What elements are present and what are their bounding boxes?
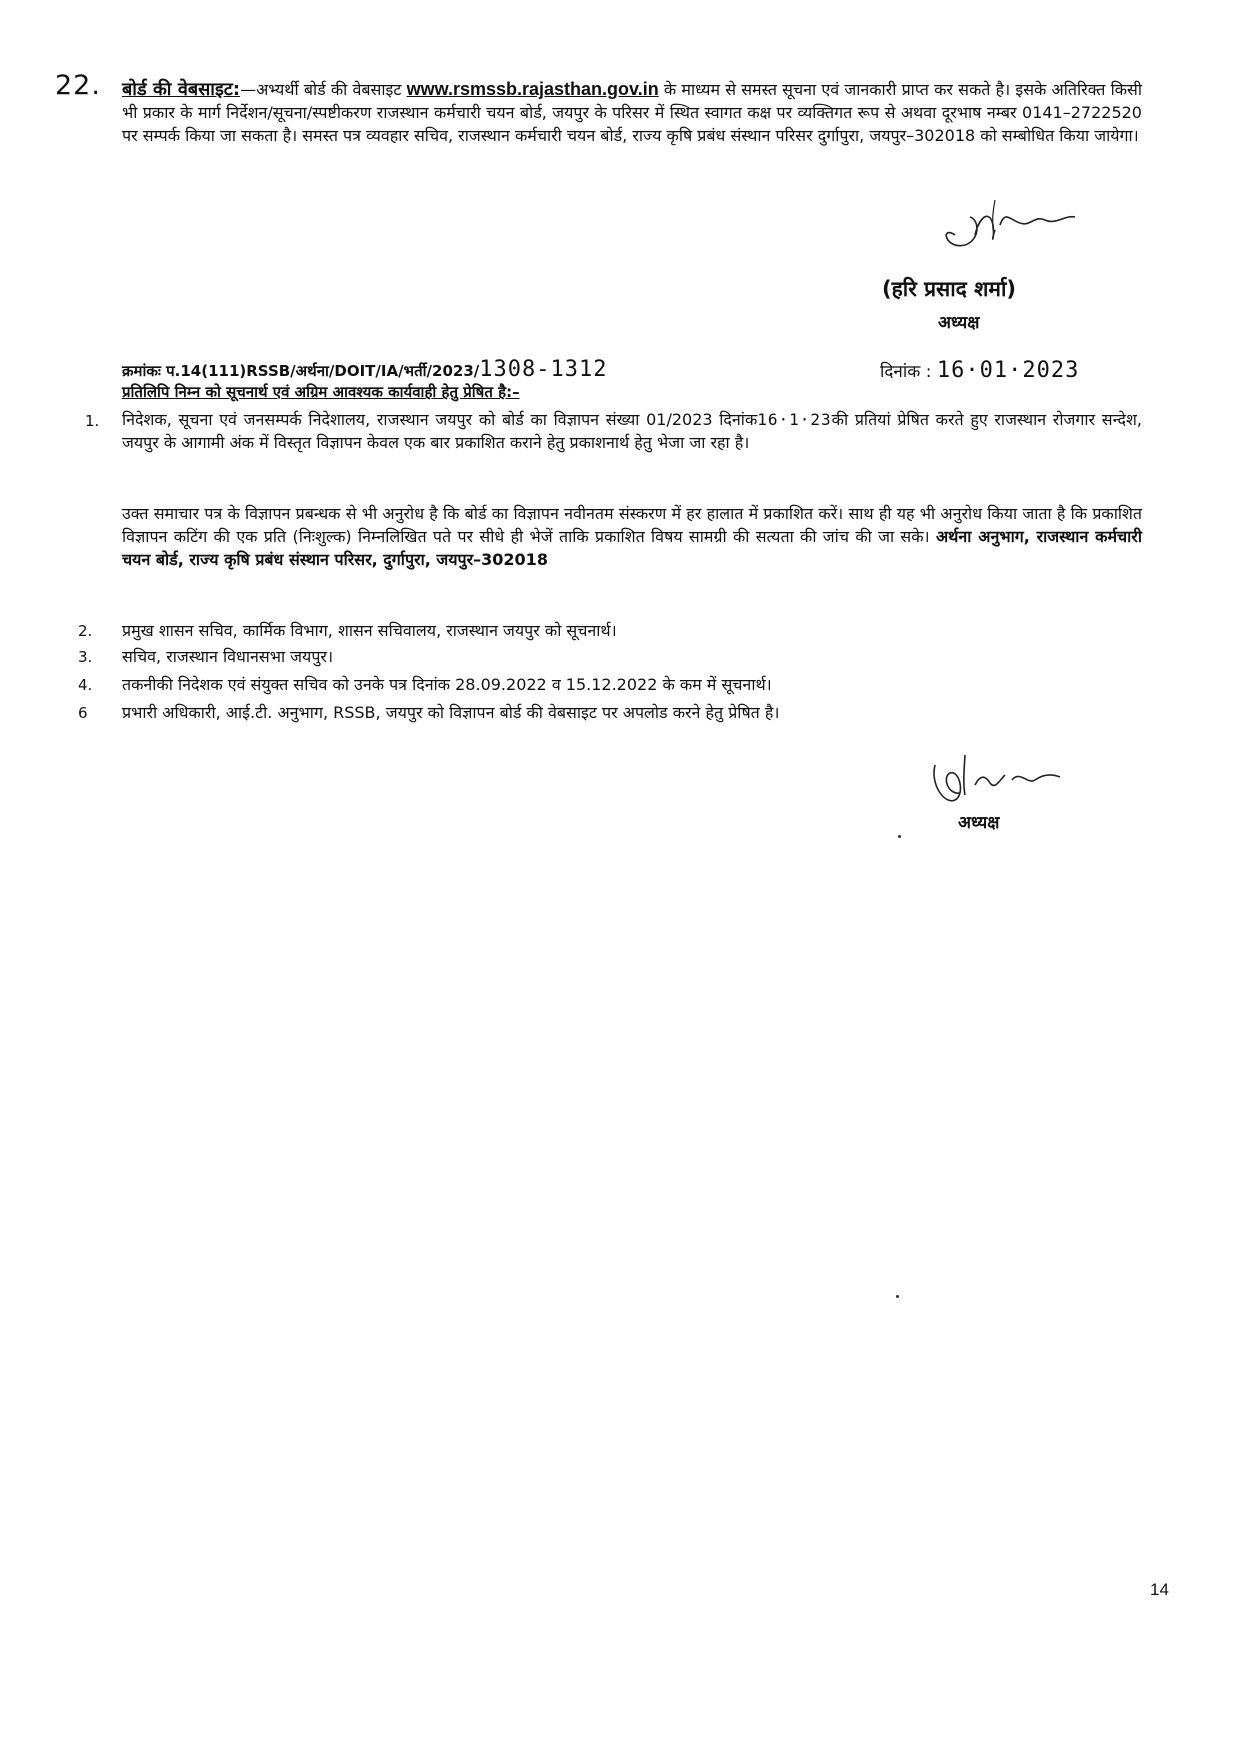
closing-designation: अध्यक्ष xyxy=(958,813,1000,833)
section-number: 22. xyxy=(55,70,101,101)
signature-image xyxy=(920,745,1100,815)
list-number: 1. xyxy=(85,412,100,430)
handwritten-date: 16·01·2023 xyxy=(936,358,1080,383)
list-item: प्रमुख शासन सचिव, कार्मिक विभाग, शासन सचिवालय, राजस्थान जयपुर को सूचनार्थ। xyxy=(122,621,617,640)
list-item: सचिव, राजस्थान विधानसभा जयपुर। xyxy=(122,647,334,666)
date-label: दिनांक : xyxy=(880,362,932,382)
scan-speck xyxy=(898,835,901,838)
item-text: की प्रतियां प्रेषित करते हुए राजस्थान रोजगार सन्देश, जयपुर के आगामी अंक में विस्तृत विज्ञापन केवल एक बार प्रकाशित कराने हेतु प्रकाशनार्थ हेतु भेजा जा रहा है। xyxy=(122,410,1142,452)
reference-label: क्रमांकः प.14(111)RSSB/अर्थना/DOIT/IA/भर्ती/2023/ xyxy=(122,362,480,380)
list-item: तकनीकी निदेशक एवं संयुक्त सचिव को उनके पत्र दिनांक 28.09.2022 व 15.12.2022 के कम में सूचनार्थ। xyxy=(122,675,772,694)
scan-speck xyxy=(896,1295,899,1298)
section-heading: बोर्ड की वेबसाइट: xyxy=(122,79,241,100)
signatory-designation: अध्यक्ष xyxy=(938,313,980,333)
copy-line: प्रतिलिपि निम्न को सूचनार्थ एवं अग्रिम आवश्यक कार्यवाही हेतु प्रेषित है:– xyxy=(122,383,520,401)
list-item: प्रभारी अधिकारी, आई.टी. अनुभाग, RSSB, जयपुर को विज्ञापन बोर्ड की वेबसाइट पर अपलोड करने हेतु प्रेषित है। xyxy=(122,703,780,722)
signature-image xyxy=(935,195,1115,265)
section-intro: —अभ्यर्थी बोर्ड की वेबसाइट xyxy=(240,80,407,99)
list-number: 6 xyxy=(78,704,88,722)
reference-line xyxy=(122,357,607,382)
list-item-paragraph xyxy=(122,502,1142,571)
list-number: 4. xyxy=(78,676,93,694)
list-item xyxy=(122,408,1142,454)
list-number: 2. xyxy=(78,622,93,640)
section-body: के माध्यम से समस्त सूचना एवं जानकारी प्राप्त कर सकते है। इसके अतिरिक्त किसी भी प्रकार के मार्ग निर्देशन/सूचना/स्पष्टीकरण राजस्थान कर्मचारी चयन बोर्ड, जयपुर के परिसर में स्थित स्वागत कक्ष पर व्यक्तिगत रूप से अथवा दूरभाष नम्बर 0141–2722520 पर सम्पर्क किया जा सकता है। समस्त पत्र व्यवहार सचिव, राजस्थान कर्मचारी चयन बोर्ड, राज्य कृषि प्रबंध संस्थान परिसर दुर्गापुरा, जयपुर–302018 को सम्बोधित किया जायेगा। xyxy=(122,80,1142,145)
item-text: उक्त समाचार पत्र के विज्ञापन प्रबन्धक से भी अनुरोध है कि बोर्ड का विज्ञापन नवीनतम संस्करण में हर हालात में प्रकाशित करें। साथ ही यह भी अनुरोध किया जाता है कि प्रकाशित विज्ञापन कटिंग की एक प्रति (निःशुल्क) निम्नलिखित पते पर सीधे ही भेजें ताकि प्रकाशित विषय सामग्री की सत्यता की जांच की जा सके। xyxy=(122,504,1142,546)
item-address: अर्थना अनुभाग, राजस्थान कर्मचारी चयन बोर्ड, राज्य कृषि प्रबंध संस्थान परिसर, दुर्गापुरा, जयपुर–302018 xyxy=(122,527,1142,569)
handwritten-reference-number: 1308-1312 xyxy=(479,357,608,382)
list-number: 3. xyxy=(78,648,93,666)
item-text: निदेशक, सूचना एवं जनसम्पर्क निदेशालय, राजस्थान जयपुर को बोर्ड का विज्ञापन संख्या 01/2023 दिनांक xyxy=(122,410,758,429)
reference-date xyxy=(880,358,1079,383)
section-22-paragraph xyxy=(122,78,1142,147)
handwritten-date: 16·1·23 xyxy=(757,410,832,429)
signatory-name: (हरि प्रसाद शर्मा) xyxy=(882,277,1017,301)
page-number: 14 xyxy=(1150,1580,1169,1599)
website-link[interactable]: www.rsmssb.rajasthan.gov.in xyxy=(406,79,659,99)
